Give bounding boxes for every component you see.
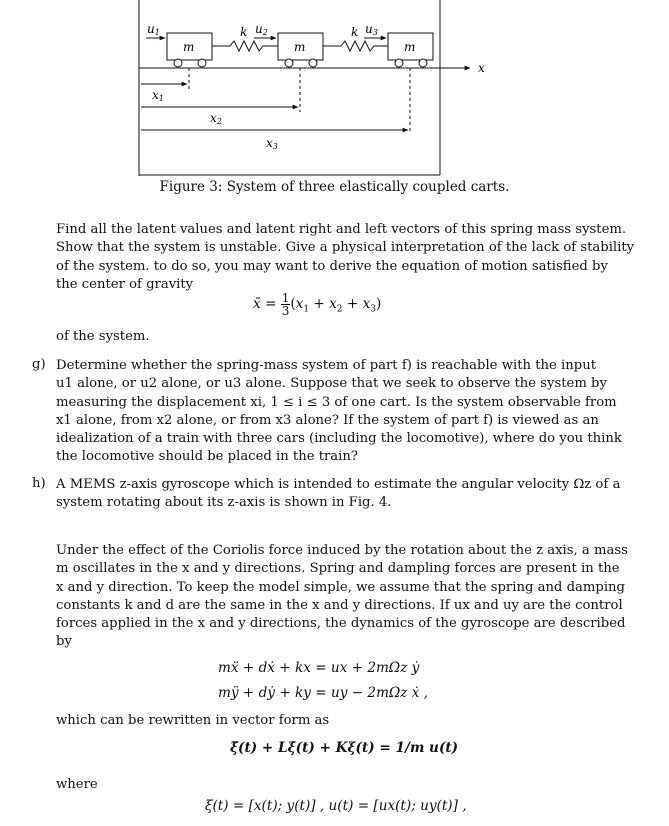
part-g-line: idealization of a train with three cars (including the locomotive), where do you think [56,431,622,447]
coriolis-paragraph [56,542,628,652]
part-h-paragraph [56,476,621,513]
coriolis-line: m oscillates in the x and y directions. Spring and dampling forces are present in the [56,561,620,577]
displacement-x3: x3 [266,136,278,151]
coriolis-line: x and y direction. To keep the model simple, we assume that the spring and damping [56,579,625,595]
gyroscope-equation-y: mÿ + dẏ + ky = uy − 2mΩz ẋ , [218,685,429,701]
cart-2 [278,33,323,67]
intro-line: the center of gravity [56,276,194,292]
where-label: where [56,777,98,792]
coriolis-line: Under the effect of the Coriolis force induced by the rotation about the z axis, a mass [56,543,628,558]
intro-paragraph [56,221,635,294]
spring-2 [323,41,388,51]
figure-caption: Figure 3: System of three elastically coupled carts. [159,179,510,195]
vector-intro: which can be rewritten in vector form as [56,713,330,728]
intro-after: of the system. [56,329,150,344]
intro-line: of the system. to do so, you may want to derive the equation of motion satisfied by [56,258,608,274]
input-u1: u1 [147,22,160,37]
cart-2-mass: m [294,40,306,54]
part-h-line: system rotating about its z-axis is shown in Fig. 4. [56,495,392,511]
cart-3-mass: m [404,40,416,54]
gyroscope-equation-x: mẍ + dẋ + kx = ux + 2mΩz ẏ [218,660,420,676]
spring-2-label: k [351,25,359,39]
coriolis-line: constants k and d are the same in the x and y directions. If ux and uy are the control [56,597,623,613]
part-h-line: A MEMS z-axis gyroscope which is intended to estimate the angular velocity Ωz of a [56,477,621,492]
coriolis-line: by [56,634,72,650]
part-g-line: measuring the displacement xi, 1 ≤ i ≤ 3 of one cart. Is the system observable from [56,394,617,410]
displacement-x1: x1 [152,88,164,103]
part-h-label: h) [32,476,46,491]
input-u2: u2 [255,22,268,37]
intro-line: Find all the latent values and latent right and left vectors of this spring mass system. [56,222,627,237]
cart-1-mass: m [183,40,195,54]
part-g-paragraph [56,357,622,467]
part-g-label: g) [32,357,46,372]
part-g-line: the locomotive should be placed in the train? [56,449,358,465]
displacement-x2: x2 [210,111,222,126]
part-g-line: Determine whether the spring-mass system of part f) is reachable with the input [56,358,596,373]
vector-equation: ξ̈(t) + Lξ̇(t) + Kξ(t) = 1/m u(t) [230,740,459,756]
cart-system-figure [0,0,669,176]
cart-1 [167,33,212,67]
x-axis-label: x [478,61,485,75]
input-u3: u3 [365,22,378,37]
spring-1 [212,41,278,51]
spring-1-label: k [240,25,248,39]
coriolis-line: forces applied in the x and y directions, the dynamics of the gyroscope are described [56,616,626,632]
center-of-gravity-equation: x̄ = $\frac{1}{3}$ $(x_1 + x_2 + x_3)$ [253,291,382,318]
part-g-line: x1 alone, from x2 alone, or from x3 alone? If the system of part f) is viewed as an [56,412,599,428]
intro-line: Show that the system is unstable. Give a physical interpretation of the lack of stability [56,240,635,256]
part-g-line: u1 alone, or u2 alone, or u3 alone. Suppose that we seek to observe the system by [56,376,607,392]
cart-3 [388,33,433,67]
vector-definitions: ξ(t) = [x(t); y(t)] , u(t) = [ux(t); uy(t)] , [205,798,467,814]
